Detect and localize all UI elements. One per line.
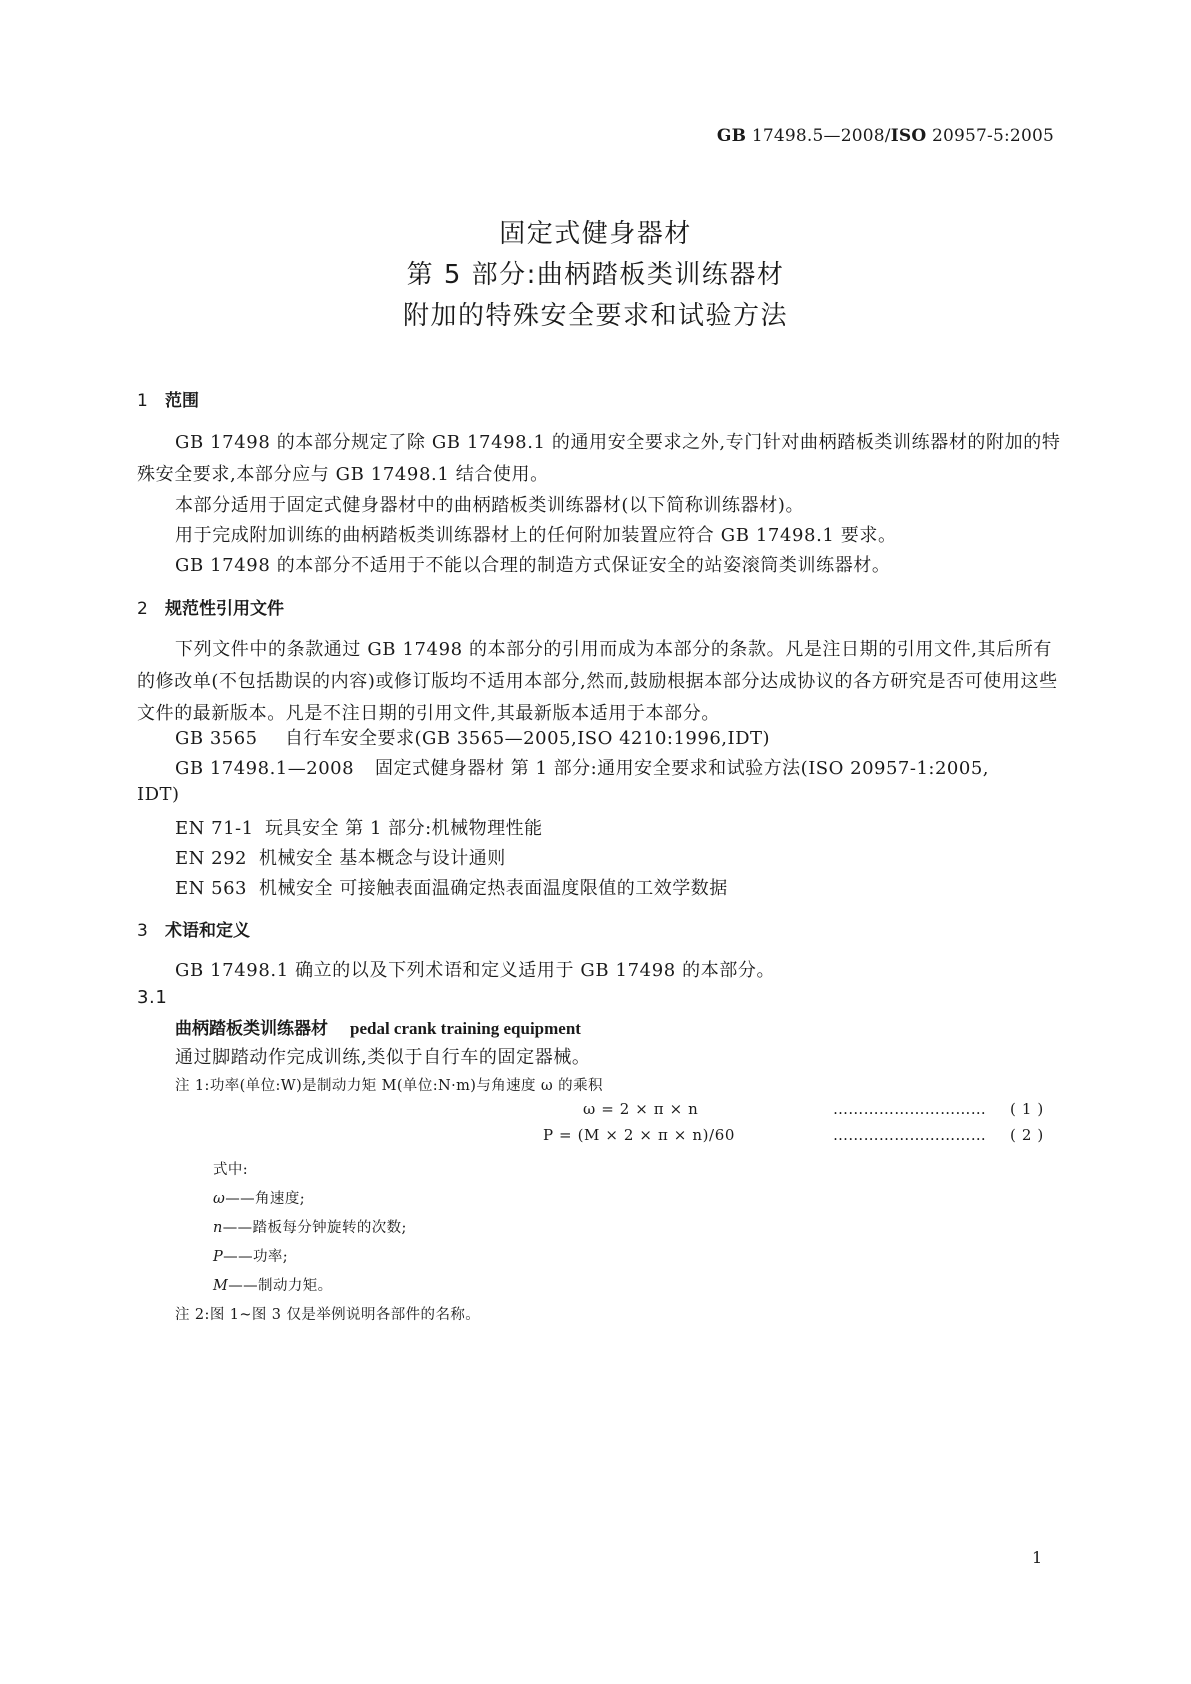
note-2: 注 2:图 1~图 3 仅是举例说明各部件的名称。: [175, 1307, 481, 1323]
reference-text: 自行车安全要求(GB 3565—2005,ISO 4210:1996,IDT): [285, 728, 771, 749]
term-entry: [175, 1014, 581, 1039]
reference-item: [175, 754, 989, 780]
section-1-paragraph-4: GB 17498 的本部分不适用于不能以合理的制造方式保证安全的站姿滚筒类训练器材。: [175, 555, 891, 576]
variable-symbol: n: [213, 1220, 223, 1236]
reference-item: [175, 844, 506, 870]
variable-description: ——踏板每分钟旋转的次数;: [222, 1220, 407, 1236]
variable-description: ——功率;: [223, 1249, 289, 1265]
page-number: 1: [1032, 1548, 1043, 1567]
section-1-title: 范围: [165, 391, 199, 411]
reference-code: GB 3565: [175, 728, 258, 749]
section-2-intro: 下列文件中的条款通过 GB 17498 的本部分的引用而成为本部分的条款。凡是注日期的引用文件,其后所有的修改单(不包括勘误的内容)或修订版均不适用本部分,然而,鼓励根据本部分达成协议的各方研究是否可使用这些文件的最新版本。凡是不注日期的引用文件,其最新版本适用于本部分。: [137, 639, 1058, 724]
term-chinese: 曲柄踏板类训练器材: [175, 1019, 328, 1039]
reference-code: EN 563: [175, 878, 247, 899]
reference-item: [175, 814, 543, 840]
variable-symbol: M: [213, 1278, 229, 1294]
section-3-intro: GB 17498.1 确立的以及下列术语和定义适用于 GB 17498 的本部分。: [175, 960, 776, 981]
subsection-3-1-number: 3.1: [137, 987, 168, 1008]
reference-item-continuation: [137, 784, 180, 805]
reference-code: EN 292: [175, 848, 247, 869]
title-line-2: 第 5 部分:曲柄踏板类训练器材: [406, 260, 785, 290]
title-line-1: 固定式健身器材: [499, 219, 692, 249]
note-1: 注 1:功率(单位:W)是制动力矩 M(单位:N·m)与角速度 ω 的乘积: [175, 1078, 603, 1094]
variable-definition: [213, 1216, 407, 1237]
term-english: pedal crank training equipment: [350, 1019, 581, 1038]
section-2-number: 2: [137, 599, 148, 619]
title-line-3: 附加的特殊安全要求和试验方法: [402, 301, 788, 331]
variable-symbol: ω: [213, 1191, 226, 1207]
reference-text: 固定式健身器材 第 1 部分:通用安全要求和试验方法(ISO 20957-1:2005,: [375, 758, 990, 779]
variable-definition: [213, 1245, 288, 1266]
section-1-number: 1: [137, 391, 148, 411]
std-iso-number: 20957-5:2005: [931, 126, 1054, 146]
variable-description: ——制动力矩。: [228, 1278, 333, 1294]
section-3-title: 术语和定义: [165, 921, 250, 941]
variable-description: ——角速度;: [225, 1191, 306, 1207]
variable-symbol: P: [213, 1249, 224, 1265]
equation-1-leader: …………………………: [833, 1100, 986, 1118]
section-1-paragraph-1: GB 17498 的本部分规定了除 GB 17498.1 的通用安全要求之外,专门针对曲柄踏板类训练器材的附加的特殊安全要求,本部分应与 GB 17498.1 结合使用。: [137, 432, 1061, 485]
std-prefix-gb: GB: [716, 126, 747, 146]
section-2-heading: [137, 594, 284, 619]
equation-1-label: ( 1 ): [1010, 1100, 1044, 1118]
reference-code: GB 17498.1—2008: [175, 758, 355, 779]
equation-2: P = (M × 2 × π × n)/60: [543, 1126, 735, 1144]
variable-definition: [213, 1274, 333, 1295]
section-1-paragraph-2: 本部分适用于固定式健身器材中的曲柄踏板类训练器材(以下简称训练器材)。: [175, 495, 805, 516]
section-1-heading: [137, 386, 199, 411]
reference-text: 机械安全 可接触表面温确定热表面温度限值的工效学数据: [259, 878, 728, 899]
std-number: 17498.5—2008/: [751, 126, 891, 146]
reference-item: [175, 874, 728, 900]
standard-code: [717, 126, 1054, 146]
reference-code: EN 71-1: [175, 818, 254, 839]
equation-2-leader: …………………………: [833, 1126, 986, 1144]
section-2-title: 规范性引用文件: [165, 599, 284, 619]
reference-text: 机械安全 基本概念与设计通则: [259, 848, 506, 869]
section-3-heading: [137, 916, 250, 941]
term-definition: 通过脚踏动作完成训练,类似于自行车的固定器械。: [175, 1047, 591, 1068]
equation-2-label: ( 2 ): [1010, 1126, 1044, 1144]
reference-item: [175, 724, 770, 750]
section-3-number: 3: [137, 921, 148, 941]
section-1-paragraph-3: 用于完成附加训练的曲柄踏板类训练器材上的任何附加装置应符合 GB 17498.1 要求。: [175, 525, 897, 546]
where-label: 式中:: [213, 1162, 249, 1178]
std-prefix-iso: ISO: [890, 126, 927, 146]
variable-definition: [213, 1187, 305, 1208]
equation-1: ω = 2 × π × n: [583, 1100, 699, 1118]
reference-code: IDT): [137, 784, 180, 805]
reference-text: 玩具安全 第 1 部分:机械物理性能: [265, 818, 543, 839]
